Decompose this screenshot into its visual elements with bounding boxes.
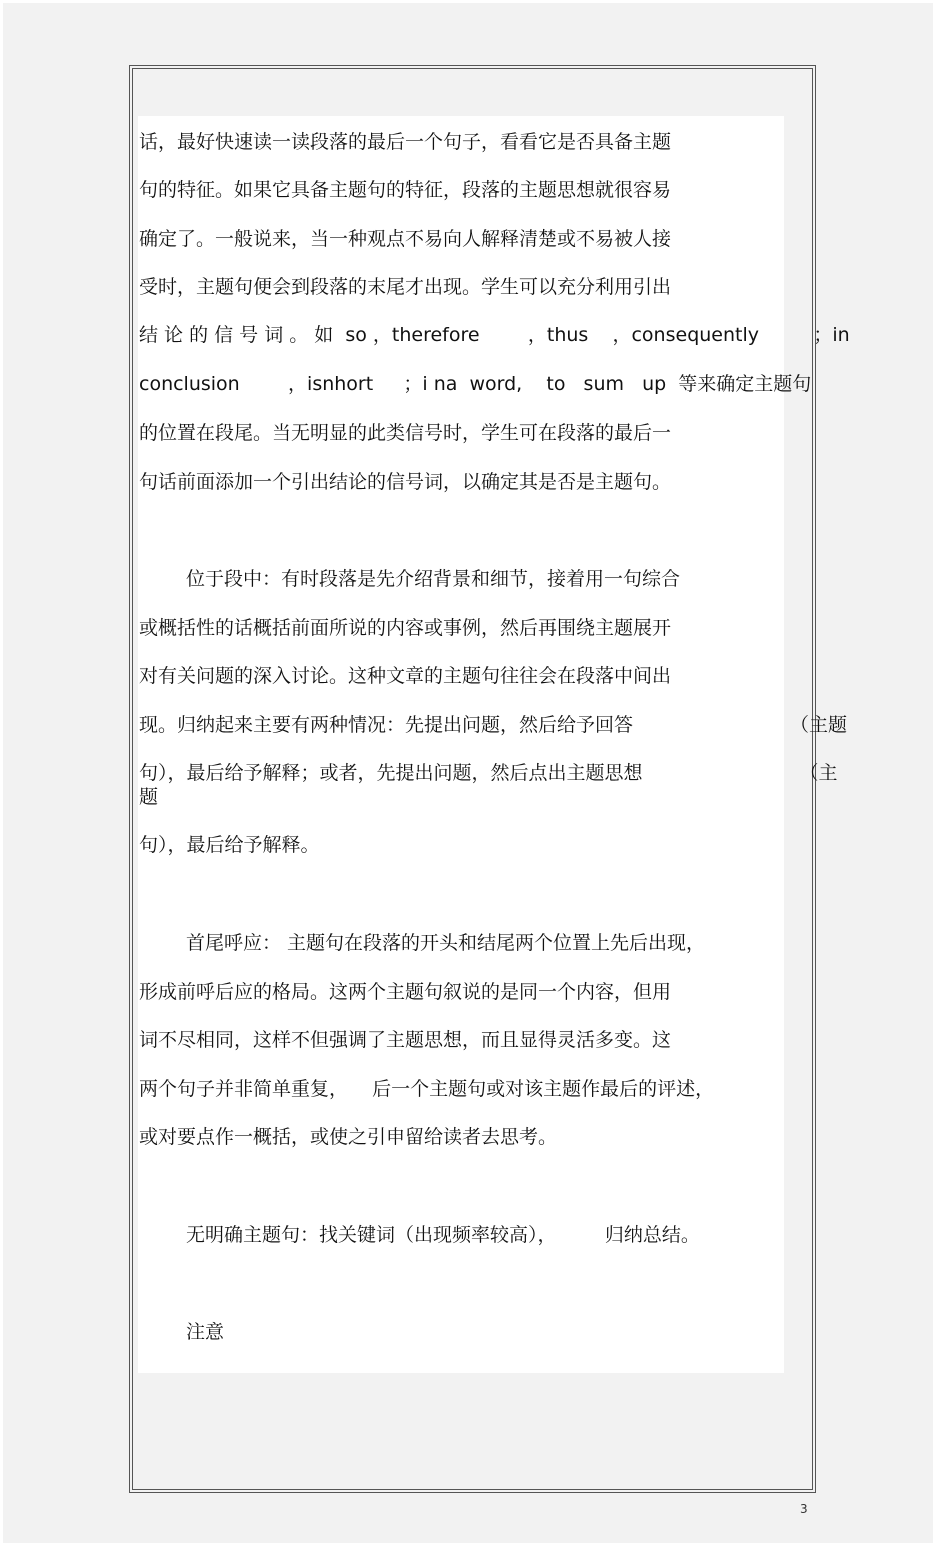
content-sheet [138,116,784,1373]
text-line: 结 论 的 信 号 词 。 如 so ，therefore ，thus ，consequently ；in [139,324,850,346]
text-line: 受时，主题句便会到段落的末尾才出现。学生可以充分利用引出 [139,276,672,298]
text-line: 的位置在段尾。当无明显的此类信号时，学生可在段落的最后一 [139,422,672,444]
text-line: conclusion ，isnhort ；i na word, to sum up 等来确定主题句 [139,373,812,395]
text-line: 无明确主题句：找关键词（出现频率较高）， 归纳总结。 [186,1224,700,1246]
text-line: 现。归纳起来主要有两种情况：先提出问题，然后给予回答 （主题 [139,714,848,736]
text-line: 两个句子并非简单重复， 后一个主题句或对该主题作最后的评述， [139,1078,715,1100]
text-line: 句话前面添加一个引出结论的信号词，以确定其是否是主题句。 [139,471,672,493]
text-line: 词不尽相同，这样不但强调了主题思想，而且显得灵活多变。这 [139,1029,672,1051]
text-line: 句），最后给予解释；或者，先提出问题，然后点出主题思想 （主 [139,762,838,784]
text-line: 句），最后给予解释。 [139,834,320,856]
text-line: 句的特征。如果它具备主题句的特征，段落的主题思想就很容易 [139,179,672,201]
text-line: 确定了。一般说来，当一种观点不易向人解释清楚或不易被人接 [139,228,672,250]
text-line: 对有关问题的深入讨论。这种文章的主题句往往会在段落中间出 [139,665,672,687]
text-line: 位于段中：有时段落是先介绍背景和细节，接着用一句综合 [186,568,681,590]
text-line: 注意 [186,1321,225,1343]
text-line: 或概括性的话概括前面所说的内容或事例，然后再围绕主题展开 [139,617,672,639]
text-line: 形成前呼后应的格局。这两个主题句叙说的是同一个内容，但用 [139,981,672,1003]
page-number: 3 [800,1502,808,1516]
text-line: 或对要点作一概括，或使之引申留给读者去思考。 [139,1126,558,1148]
text-line: 首尾呼应： 主题句在段落的开头和结尾两个位置上先后出现， [186,932,706,954]
text-line: 话，最好快速读一读段落的最后一个句子，看看它是否具备主题 [139,131,672,153]
text-line: 题 [139,786,159,808]
